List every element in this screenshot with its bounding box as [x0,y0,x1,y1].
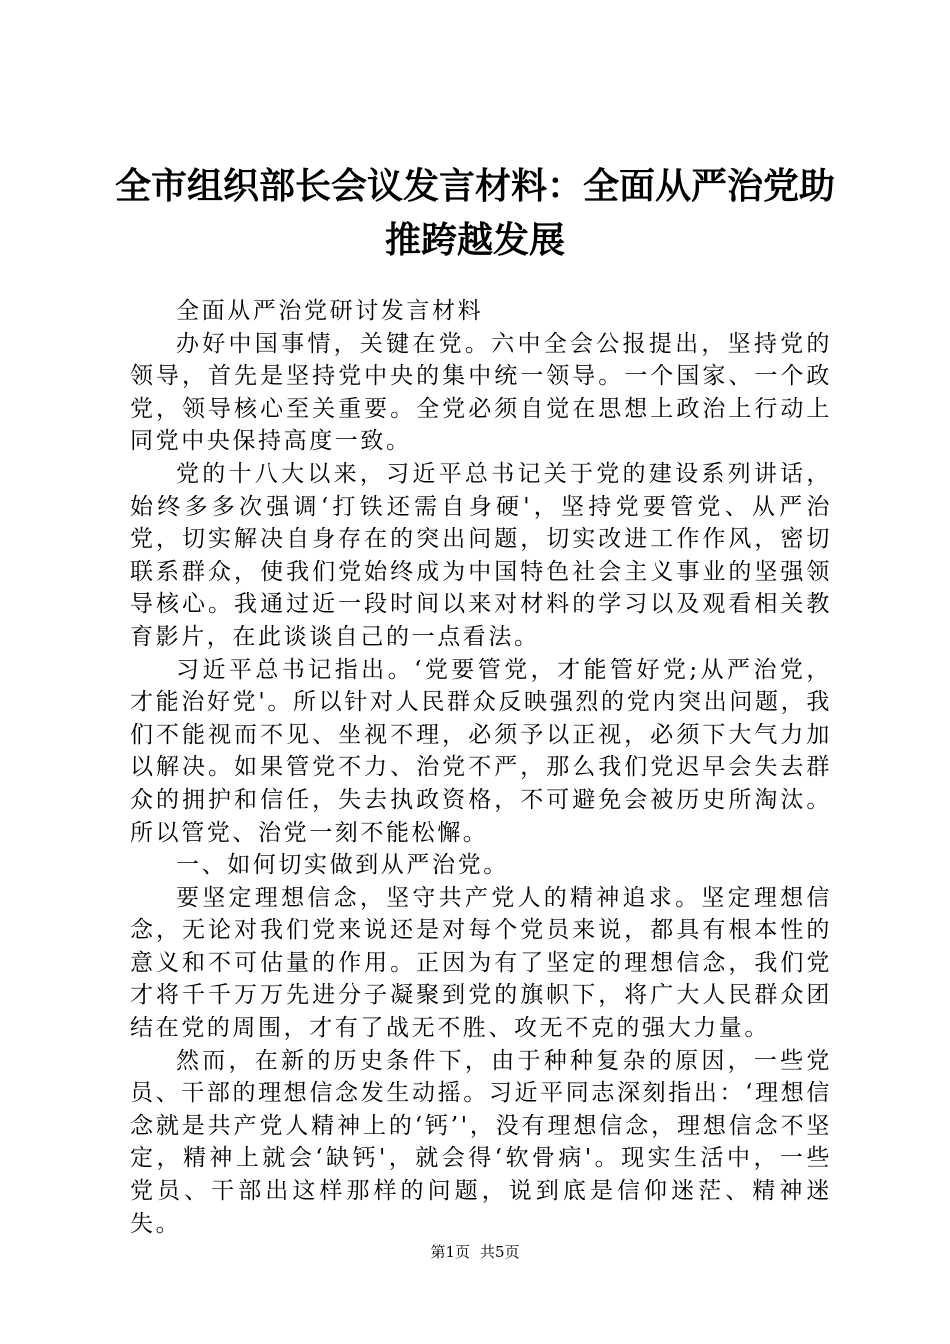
page-footer [0,1242,950,1262]
paragraph-subtitle: 全面从严治党研讨发言材料 [176,298,484,324]
document-title [100,160,850,268]
title-line-1: 全市组织部长会议发言材料：全面从严治党助 [114,166,835,207]
paragraph-3: 习近平总书记指出。‘党要管党，才能管好党;从严治党，才能治好党'。所以针对人民群众反映强烈的党内突出问题，我们不能视而不见、坐视不理，必须予以正视，必须下大气力加以解决。如果管党不力、治党不严，那么我们党迟早会失去群众的拥护和信任，失去执政资格，不可避免会被历史所淘汰。所以管党、治党一刻不能松懈。 [130,656,832,846]
page-total: 共5页 [480,1243,520,1261]
title-line-2: 推跨越发展 [384,220,565,261]
section-heading-1: 一、如何切实做到从严治党。 [176,852,509,879]
page-number: 第1页 [430,1243,470,1261]
document-body [130,295,832,1240]
paragraph-4: 要坚定理想信念，坚守共产党人的精神追求。坚定理想信念，无论对我们党来说还是对每个党员来说，都具有根本性的意义和不可估量的作用。正因为有了坚定的理想信念，我们党才将千千万万先进分子凝聚到党的旗帜下，将广大人民群众团结在党的周围，才有了战无不胜、攻无不克的强大力量。 [130,884,832,1042]
paragraph-2: 党的十八大以来，习近平总书记关于党的建设系列讲话，始终多多次强调‘打铁还需自身硬'，坚持党要管党、从严治党，切实解决自身存在的突出问题，切实改进工作作风，密切联系群众，使我们党始终成为中国特色社会主义事业的坚强领导核心。我通过近一段时间以来对材料的学习以及观看相关教育影片，在此谈谈自己的一点看法。 [130,460,832,650]
paragraph-5: 然而，在新的历史条件下，由于种种复杂的原因，一些党员、干部的理想信念发生动摇。习近平同志深刻指出：‘理想信念就是共产党人精神上的‘钙’'，没有理想信念，理想信念不坚定，精神上就会‘缺钙'，就会得‘软骨病'。现实生活中，一些党员、干部出这样那样的问题，说到底是信仰迷茫、精神迷失。 [130,1047,832,1237]
paragraph-1: 办好中国事情，关键在党。六中全会公报提出，坚持党的领导，首先是坚持党中央的集中统一领导。一个国家、一个政党，领导核心至关重要。全党必须自觉在思想上政治上行动上同党中央保持高度一致。 [130,330,832,455]
